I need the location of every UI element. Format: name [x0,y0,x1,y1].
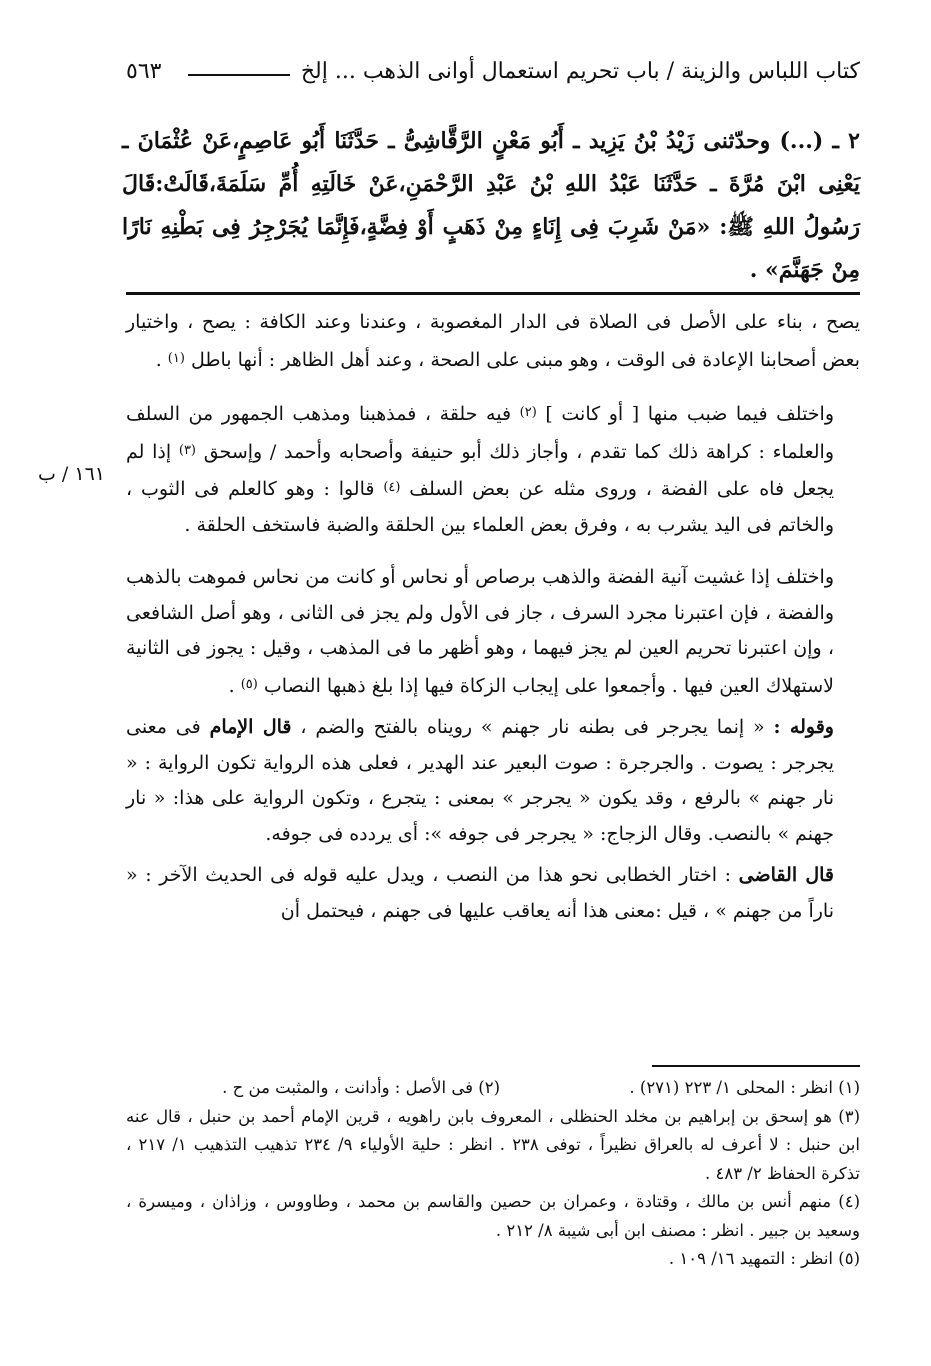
commentary-paragraph: واختلف إذا غشيت آنية الفضة والذهب برصاص أو نحاس أو كانت من نحاس فموهت بالذهب والفضة ، فإن اعتبرنا مجرد السرف ، جاز فى الأول ولم يجز فى الثانى ، وهو أصل الشافعى ، وإن اعتبرنا تحريم العين لم يجز فيهما ، وهو أظهر ما فى المذهب ، وقيل : يجوز فى الثانية لاستهلاك العين فيها . وأجمعوا على إيجاب الزكاة فيها إذا بلغ ذهبها النصاب $^{(٥)}$ . [126,566,834,697]
commentary-lead: قال القاضى [738,864,834,886]
footnote-5: (٥) انظر : التمهيد ١٦/ ١٠٩ . [668,1249,860,1268]
footnote-divider [652,1065,860,1067]
footnote-2: (٢) فى الأصل : وأدانت ، والمثبت من ح . [222,1078,500,1097]
footnote-1: (١) انظر : المحلى ١/ ٢٢٣ (٢٧١) . [629,1078,860,1097]
footnote-row [126,1074,860,1103]
footnote-ref: (٤) [383,480,401,495]
manuscript-folio-note: ١٦١ / ب [38,463,105,485]
footnote-ref: (٥) [240,676,258,692]
commentary-paragraph: وقوله : « إنما يجرجر فى بطنه نار جهنم » رويناه بالفتح والضم ، قال الإمام فى معنى يجرجر : يصوت . والجرجرة : صوت البعير عند الهدير ، فعلى هذه الرواية تكون الرواية : « نار جهنم » بالرفع ، وقد يكون « يجرجر » بمعنى : يتجرع ، وتكون الرواية على هذا: « نار جهنم » بالنصب. وقال الزجاج: « يجرجر فى جوفه »: أى يردده فى جوفه. [126,716,834,845]
commentary-lead: وقوله : [773,716,834,738]
section-divider [126,292,860,295]
footnote-ref: (١) [167,350,185,366]
header-rule [188,74,290,76]
commentary-paragraph: يصح ، بناء على الأصل فى الصلاة فى الدار المغصوبة ، وعندنا وعند الكافة : يصح ، واختيار بعض أصحابنا الإعادة فى الوقت ، وهو مبنى على الصحة ، وعند أهل الظاهر : أنها باطل $^{(١)}$ . [126,311,860,371]
footnote-3: (٣) هو إسحق بن إبراهيم بن مخلد الحنظلى ، المعروف بابن راهويه ، قرين الإمام أحمد بن حنبل ، قال عنه ابن حنبل : لا أعرف له بالعراق نظيراً ، توفى ٢٣٨ . انظر : حلية الأولياء ٩/ ٢٣٤ تذهيب التذهيب ١/ ٢١٧ ، تذكرة الحفاظ ٢/ ٤٨٣ . [126,1106,860,1183]
footnotes [126,1074,860,1274]
hadith-number: ٢ ـ [832,128,860,154]
commentary-text [126,305,860,946]
commentary-paragraph: واختلف فيما ضبب منها [ أو كانت ] $^{(٢)}$ فيه حلقة ، فمذهبنا ومذهب الجمهور من السلف والعلماء : كراهة ذلك كما تقدم ، وأجاز ذلك أبو حنيفة وأصحابه وأحمد / وإسحق $^{(٣)}$ إذا لم يجعل فاه على الفضة ، وروى مثله عن بعض السلف $^{(٤)}$ قالوا : وهو كالعلم فى الثوب ، والخاتم فى اليد يشرب به ، وفرق بعض العلماء بين الحلقة والضبة فاستخف الحلقة . [126,403,835,536]
hadith-text [122,120,860,292]
footnote-ref: (٢) [519,405,537,420]
hadith-body: (...) وحدّثنى زَيْدُ بْنُ يَزِيد ـ أَبُو مَعْنٍ الرَّقَّاشِىُّ ـ حَدَّثَنَا أَبُو عَاصِمٍ،عَنْ عُثْمَانَ ـ يَعْنِى ابْنَ مُرَّةَ ـ حَدَّثَنَا عَبْدُ اللهِ بْنُ عَبْدِ الرَّحْمَنِ،عَنْ خَالَتِهِ أُمِّ سَلَمَةَ،قَالَتْ:قَالَ رَسُولُ اللهِ ﷺ: «مَنْ شَرِبَ فِى إِنَاءٍ مِنْ ذَهَبٍ أَوْ فِضَّةٍ،فَإِنَّمَا يُجَرْجِرُ فِى بَطْنِهِ نَارًا مِنْ جَهَنَّمَ» . [122,128,861,283]
commentary-paragraph: قال القاضى : اختار الخطابى نحو هذا من النصب ، ويدل عليه قوله فى الحديث الآخر : « ناراً من جهنم » ، قيل :معنى هذا أنه يعاقب عليها فى جهنم ، فيحتمل أن [126,864,834,922]
page-number: ٥٦٣ [126,59,162,84]
running-header [126,52,860,92]
footnote-ref: (٣) [178,442,196,458]
header-title: كتاب اللباس والزينة / باب تحريم استعمال أوانى الذهب ... إلخ [300,59,860,84]
commentary-lead: قال الإمام [209,716,292,738]
footnote-4: (٤) منهم أنس بن مالك ، وقتادة ، وعمران بن حصين والقاسم بن محمد ، وطاووس ، وزاذان ، وميسرة ، وسعيد بن جبير . انظر : مصنف ابن أبى شيبة ٨/ ٢١٢ . [126,1192,860,1240]
